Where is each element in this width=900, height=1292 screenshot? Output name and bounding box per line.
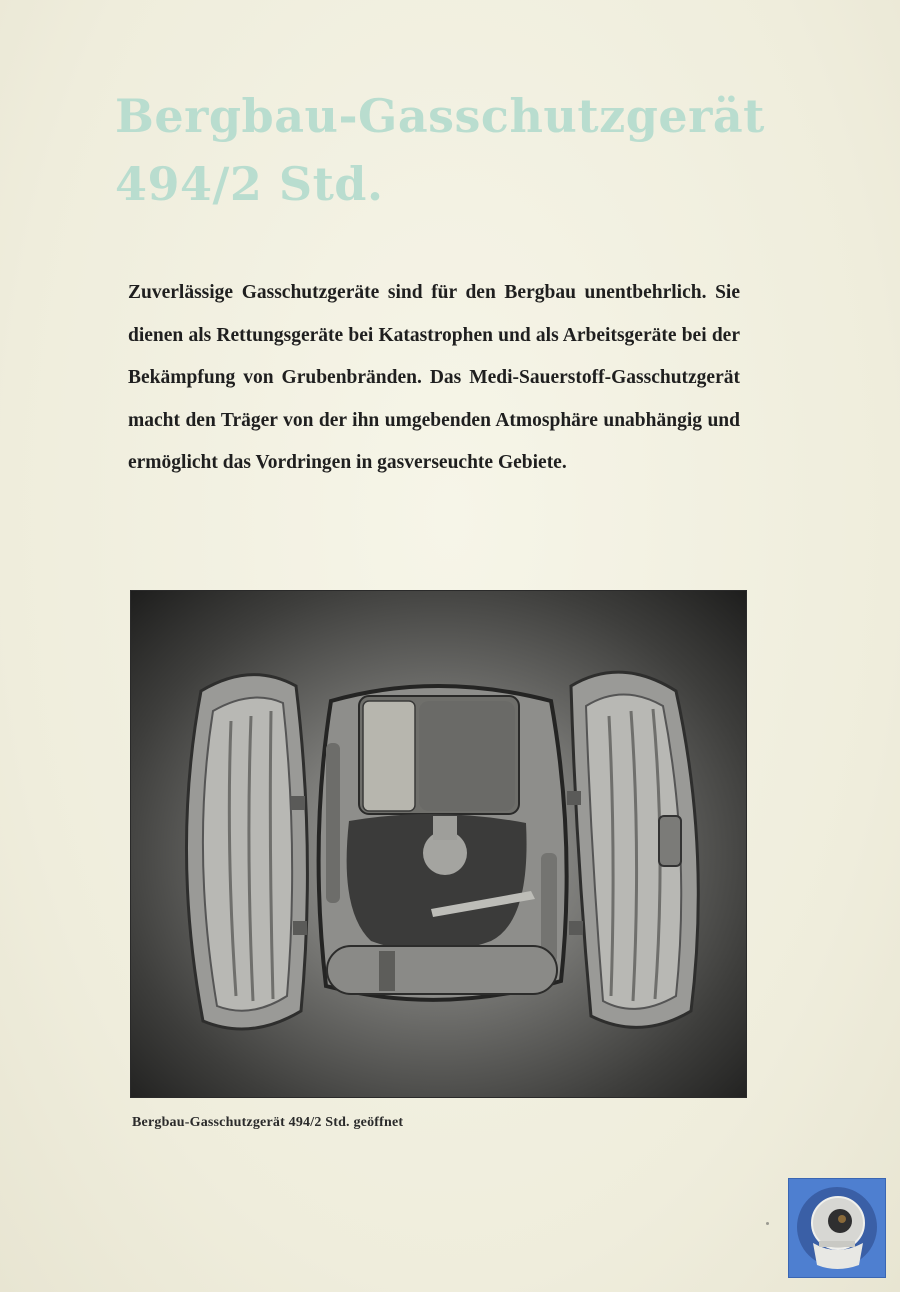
left-lid (186, 675, 307, 1029)
title-line-2: 494/2 Std. (115, 157, 384, 211)
breathing-apparatus-icon (131, 591, 746, 1097)
apparatus-photo (131, 591, 746, 1097)
body-paragraph: Zuverlässige Gasschutzgeräte sind für den Bergbau unentbehrlich. Sie dienen als Rettungsgeräte bei Katastrophen und als Arbeitsgeräte bei der Bekämpfung von Grubenbränden. Das Medi-Sauerstoff-Gasschutzgerät macht den Träger von der ihn umgebenden Atmosphäre unabhängig und ermöglicht das Vordringen in gasverseuchte Gebiete. (128, 282, 740, 473)
central-case (319, 686, 567, 1000)
title-line-1: Bergbau-Gasschutzgerät (115, 89, 765, 143)
watermark-logo[interactable] (788, 1178, 886, 1278)
right-lid (567, 672, 698, 1027)
page-speck (766, 1222, 769, 1225)
figure-caption: Bergbau-Gasschutzgerät 494/2 Std. geöffnet (132, 1115, 404, 1130)
diver-helmet-icon (789, 1179, 885, 1277)
page-title (115, 82, 815, 218)
